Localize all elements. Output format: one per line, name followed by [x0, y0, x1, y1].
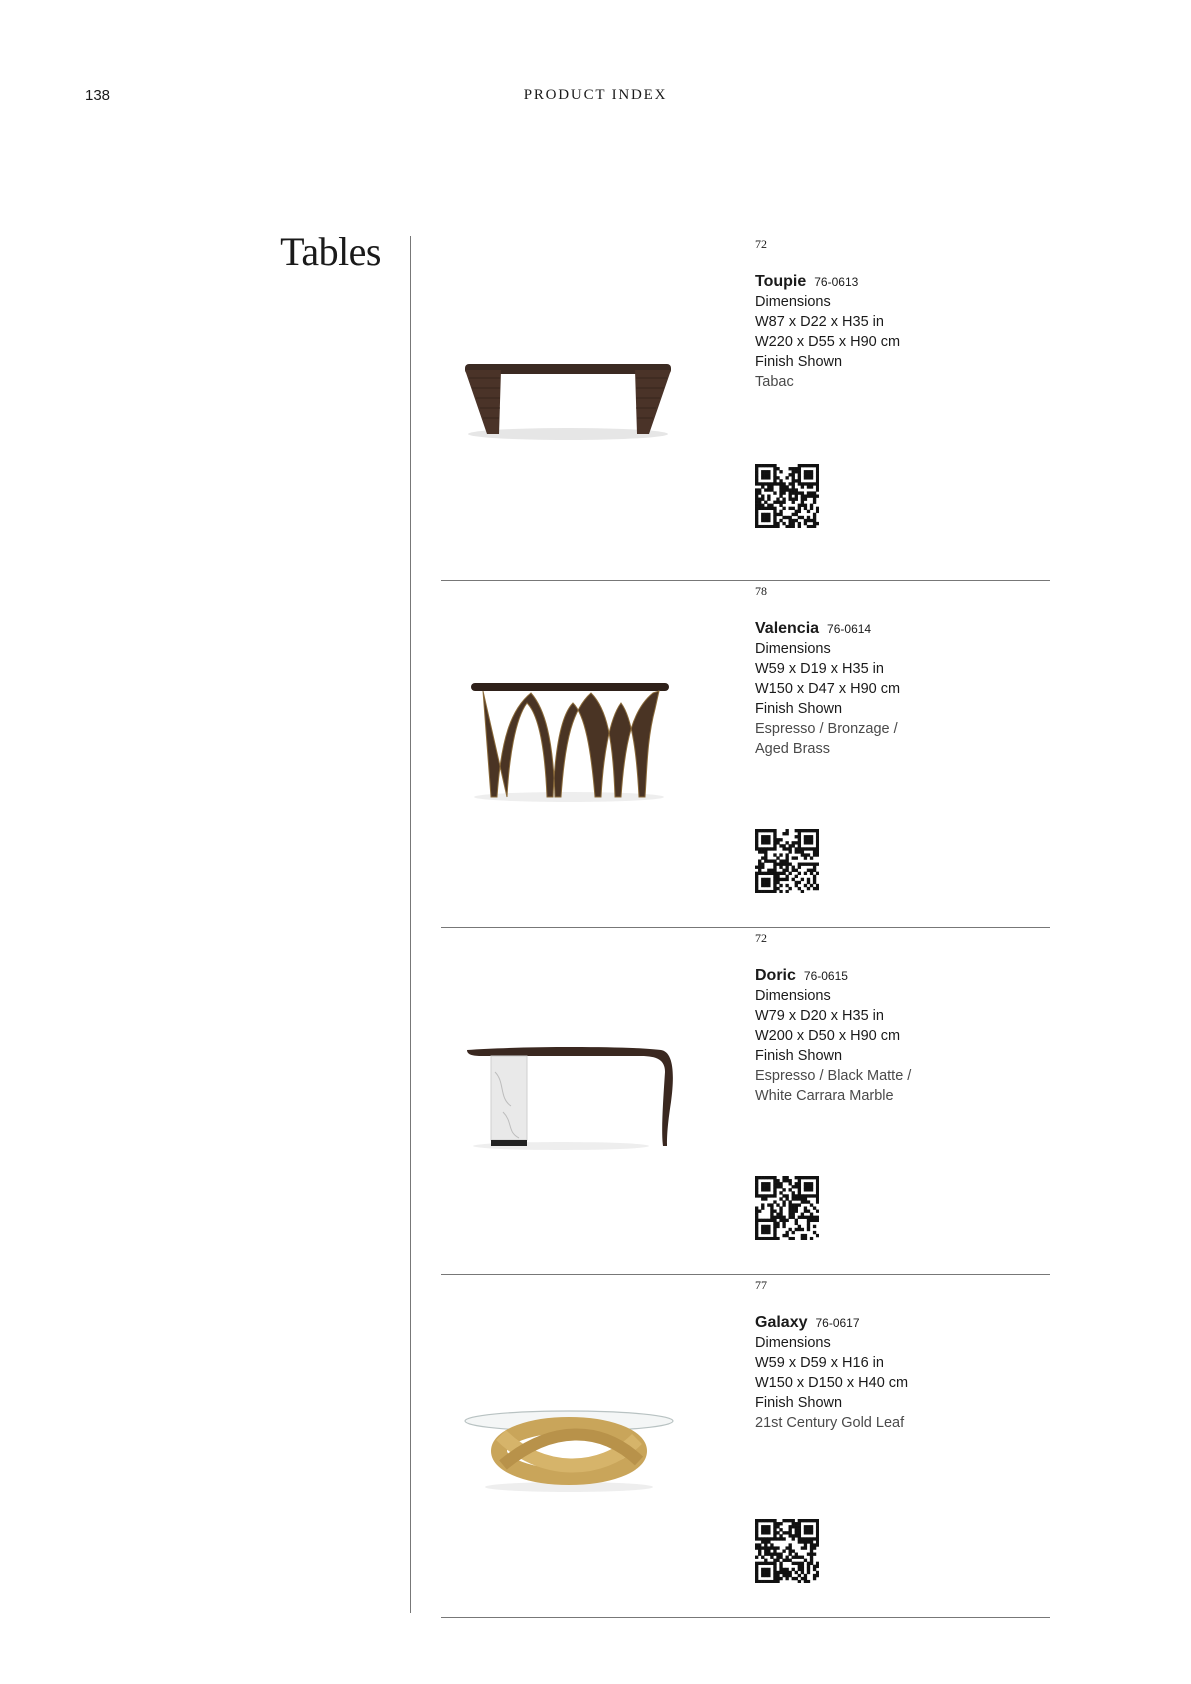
finish-value: 21st Century Gold Leaf — [755, 1415, 905, 1431]
dimensions-cm: W150 x D47 x H90 cm — [755, 681, 901, 697]
dimensions-cm: W200 x D50 x H90 cm — [755, 1028, 901, 1044]
dimensions-label: Dimensions — [755, 1335, 831, 1351]
product-info-doric — [755, 928, 1035, 1106]
product-info-valencia — [755, 581, 1035, 759]
page-reference: 77 — [755, 1278, 767, 1292]
product-image-valencia — [461, 679, 681, 807]
section-title: Tables — [280, 229, 381, 274]
page-reference: 72 — [755, 931, 767, 945]
product-info-toupie — [755, 234, 1035, 392]
product-entry-valencia — [441, 581, 1050, 928]
finish-value: Aged Brass — [755, 741, 830, 757]
page-number: 138 — [85, 87, 111, 104]
dimensions-inches: W79 x D20 x H35 in — [755, 1008, 884, 1024]
product-image-doric — [461, 1042, 681, 1152]
finish-label: Finish Shown — [755, 701, 843, 717]
product-name: Toupie — [755, 273, 807, 290]
product-name: Galaxy — [755, 1314, 808, 1331]
finish-value: Espresso / Black Matte / — [755, 1068, 912, 1084]
dimensions-inches: W87 x D22 x H35 in — [755, 314, 884, 330]
product-image-galaxy — [461, 1395, 681, 1495]
qr-code-icon[interactable] — [755, 1519, 819, 1583]
product-code: 76-0614 — [827, 622, 872, 636]
finish-value: White Carrara Marble — [755, 1088, 894, 1104]
running-header: PRODUCT INDEX — [523, 87, 668, 103]
dimensions-label: Dimensions — [755, 294, 831, 310]
qr-code-icon[interactable] — [755, 829, 819, 893]
product-image-toupie — [461, 344, 681, 444]
vertical-divider — [410, 236, 411, 1613]
dimensions-inches: W59 x D59 x H16 in — [755, 1355, 884, 1371]
dimensions-cm: W220 x D55 x H90 cm — [755, 334, 901, 350]
dimensions-inches: W59 x D19 x H35 in — [755, 661, 884, 677]
product-entry-doric — [441, 928, 1050, 1275]
finish-label: Finish Shown — [755, 1395, 843, 1411]
page-reference: 78 — [755, 584, 767, 598]
qr-code-icon[interactable] — [755, 1176, 819, 1240]
product-name: Valencia — [755, 620, 820, 637]
finish-label: Finish Shown — [755, 354, 843, 370]
finish-label: Finish Shown — [755, 1048, 843, 1064]
finish-value: Tabac — [755, 374, 794, 390]
product-entry-toupie — [441, 234, 1050, 581]
qr-code-icon[interactable] — [755, 464, 819, 528]
product-code: 76-0613 — [814, 275, 859, 289]
product-entry-galaxy — [441, 1275, 1050, 1618]
product-info-galaxy — [755, 1275, 1035, 1433]
row-divider — [441, 1617, 1050, 1618]
finish-value: Espresso / Bronzage / — [755, 721, 898, 737]
product-name: Doric — [755, 967, 796, 984]
dimensions-label: Dimensions — [755, 988, 831, 1004]
dimensions-label: Dimensions — [755, 641, 831, 657]
product-code: 76-0615 — [803, 969, 848, 983]
dimensions-cm: W150 x D150 x H40 cm — [755, 1375, 909, 1391]
product-code: 76-0617 — [815, 1316, 860, 1330]
page-reference: 72 — [755, 237, 767, 251]
